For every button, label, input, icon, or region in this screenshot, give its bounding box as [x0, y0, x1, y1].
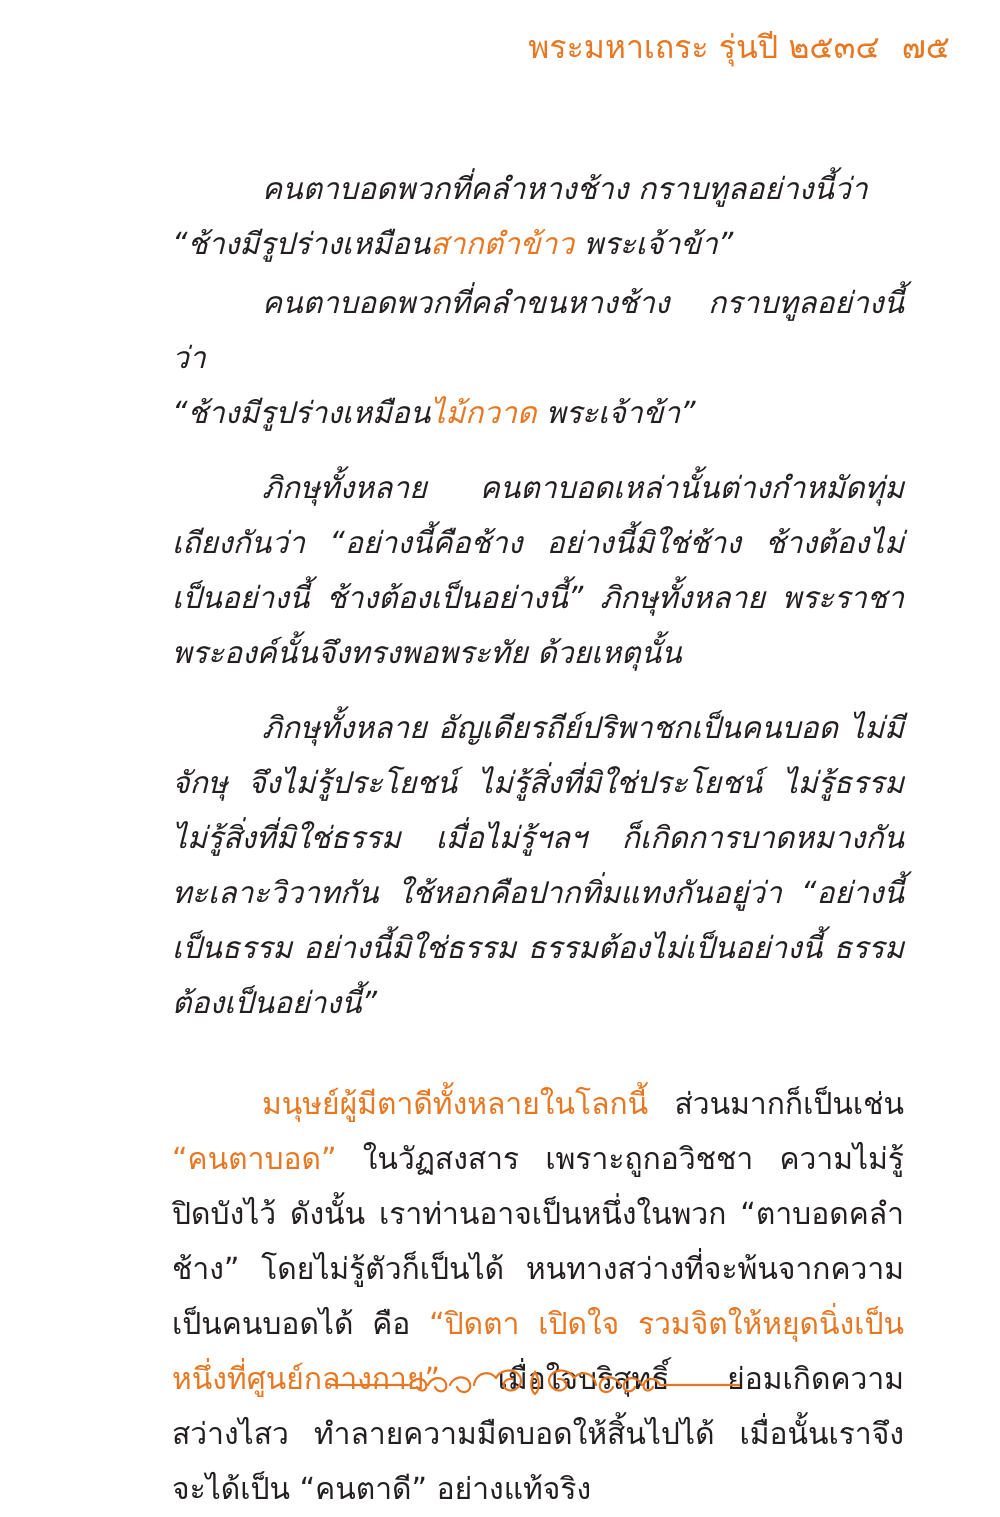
page-number: ๗๕	[901, 28, 950, 66]
page-header	[528, 22, 950, 72]
paragraph-4: ภิกษุทั้งหลาย อัญเดียรถีย์ปริพาชกเป็นคนบอด ไม่มีจักษุ จึงไม่รู้ประโยชน์ ไม่รู้สิ่งที่มิใช่ประโยชน์ ไม่รู้ธรรม ไม่รู้สิ่งที่มิใช่ธรรม เมื่อไม่รู้ฯลฯ ก็เกิดการบาดหมางกัน ทะเลาะวิวาทกัน ใช้หอกคือปากทิ่มแทงกันอยู่ว่า “อย่างนี้เป็นธรรม อย่างนี้มิใช่ธรรม ธรรมต้องไม่เป็นอย่างนี้ ธรรมต้องเป็นอย่างนี้”	[172, 711, 904, 1021]
highlight-broom: ไม้กวาด	[430, 396, 537, 431]
paragraph-2-line-2	[172, 386, 904, 441]
text-segment: เมื่อใจบริสุทธิ์ ย่อมเกิดความสว่างไสว ทำลายความมืดบอดให้สิ้นไปได้ เมื่อนั้นเราจึงจะได้เป็น “คนตาดี” อย่างแท้จริง	[172, 1362, 904, 1507]
page-body	[172, 162, 904, 1517]
highlight-sighted-people: มนุษย์ผู้มีตาดีทั้งหลายในโลกนี้	[262, 1087, 649, 1122]
text-segment: ในวัฏสงสาร เพราะถูกอวิชชา ความไม่รู้ ปิดบังไว้ ดังนั้น เราท่านอาจเป็นหนึ่งในพวก “ตาบอดคลำช้าง” โดยไม่รู้ตัวก็เป็นได้ หนทางสว่างที่จะพ้นจากความเป็นคนบอดได้ คือ	[172, 1142, 904, 1342]
quote-start: “ช้างมีรูปร่างเหมือน	[172, 396, 431, 431]
paragraph-2-line-1: คนตาบอดพวกที่คลำขนหางช้าง กราบทูลอย่างนี้ว่า	[172, 286, 904, 376]
quote-start: “ช้างมีรูปร่างเหมือน	[172, 227, 431, 262]
highlight-meditation: “ปิดตา เปิดใจ รวมจิตให้หยุดนิ่งเป็นหนึ่งที่ศูนย์กลางกาย”	[172, 1307, 904, 1397]
quote-end: พระเจ้าข้า”	[536, 396, 696, 431]
scroll-divider-ornament	[330, 1360, 740, 1410]
paragraph-3: ภิกษุทั้งหลาย คนตาบอดเหล่านั้นต่างกำหมัดทุ่มเถียงกันว่า “อย่างนี้คือช้าง อย่างนี้มิใช่ช้าง ช้างต้องไม่เป็นอย่างนี้ ช้างต้องเป็นอย่างนี้” ภิกษุทั้งหลาย พระราชาพระองค์นั้นจึงทรงพอพระทัย ด้วยเหตุนั้น	[172, 471, 904, 671]
highlight-blind: “คนตาบอด”	[172, 1142, 337, 1177]
paragraph-1-line-1: คนตาบอดพวกที่คลำหางช้าง กราบทูลอย่างนี้ว่า	[262, 172, 868, 207]
paragraph-1-line-2	[172, 217, 904, 272]
book-title: พระมหาเถระ รุ่นปี ๒๕๓๔	[528, 28, 880, 66]
quote-end: พระเจ้าข้า”	[574, 227, 734, 262]
highlight-rice-pestle: สากตำข้าว	[430, 227, 575, 262]
text-segment: ส่วนมากก็เป็นเช่น	[648, 1087, 904, 1122]
paragraph-5	[172, 1077, 904, 1517]
